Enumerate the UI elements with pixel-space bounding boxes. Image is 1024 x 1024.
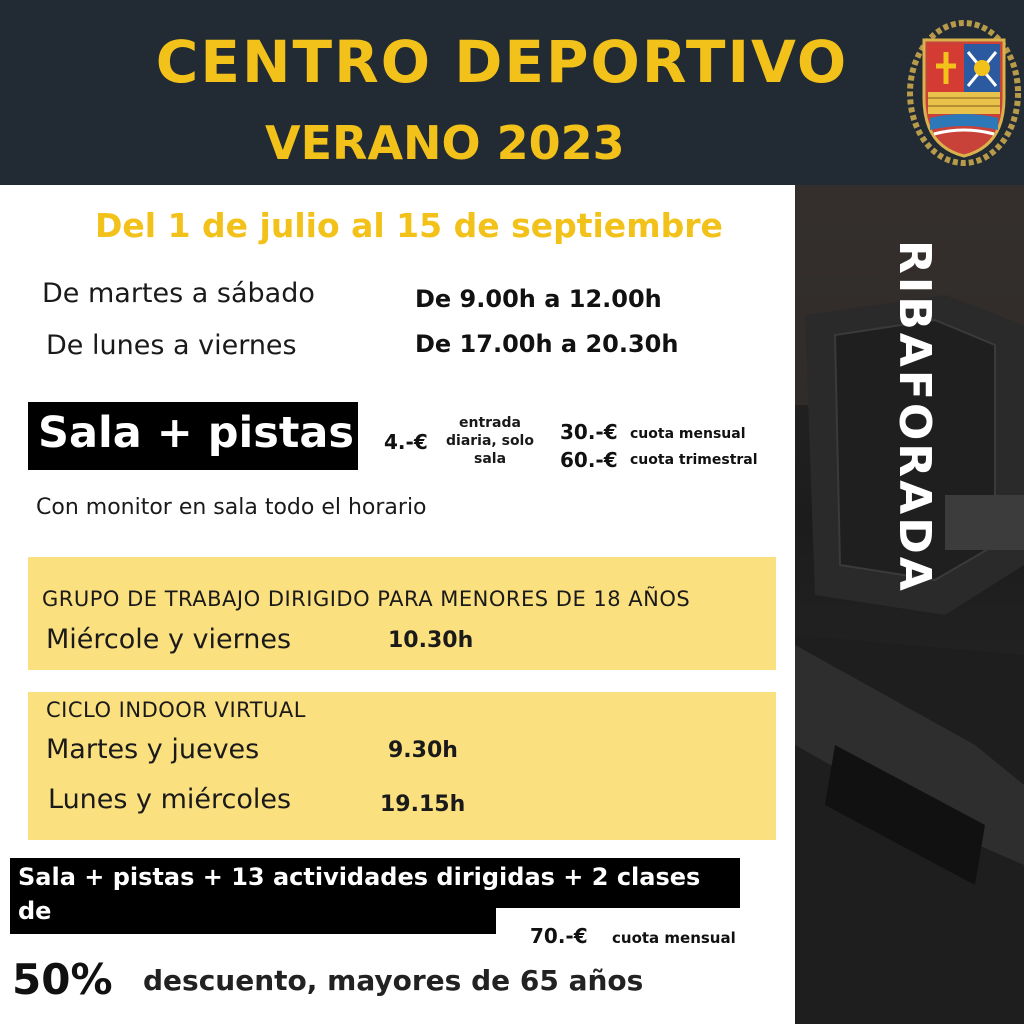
page-title: CENTRO DEPORTIVO — [155, 28, 849, 96]
sala-label: Sala + pistas — [38, 408, 354, 458]
quarterly-price: 60.-€ — [560, 448, 618, 472]
schedule-days-1: De martes a sábado — [42, 278, 315, 309]
daily-note-line-1: entrada — [459, 415, 521, 431]
daily-price: 4.-€ — [384, 430, 428, 454]
cycle-day-1: Martes y jueves — [46, 734, 260, 765]
youth-group-time: 10.30h — [388, 628, 474, 653]
cycle-time-1: 9.30h — [388, 738, 458, 763]
promo-line-1: Sala + pistas + 13 actividades dirigidas + 2 clases de — [18, 863, 701, 925]
daily-note-line-2: diaria, solo — [446, 433, 534, 449]
promo-price: 70.-€ — [530, 924, 588, 948]
promo-price-note: cuota mensual — [612, 929, 736, 947]
cycle-heading: CICLO INDOOR VIRTUAL — [46, 698, 306, 722]
page-subtitle: VERANO 2023 — [265, 116, 625, 170]
discount-text: descuento, mayores de 65 años — [143, 964, 644, 997]
daily-note-line-3: sala — [473, 451, 507, 467]
daily-price-note — [440, 414, 540, 468]
monthly-price-note: cuota mensual — [630, 426, 746, 442]
youth-group-day: Miércole y viernes — [46, 624, 292, 655]
schedule-hours-1: De 9.00h a 12.00h — [415, 285, 662, 313]
discount-percent: 50% — [12, 955, 113, 1004]
schedule-days-2: De lunes a viernes — [46, 330, 297, 361]
promo-line-2: entrenamiento personal a la semana — [18, 931, 516, 959]
season-dates: Del 1 de julio al 15 de septiembre — [95, 206, 723, 245]
cycle-time-2: 19.15h — [380, 792, 466, 817]
cycle-day-2: Lunes y miércoles — [48, 784, 292, 815]
quarterly-price-note: cuota trimestral — [630, 452, 758, 468]
municipal-coat-of-arms-icon — [906, 18, 1022, 168]
youth-group-heading: GRUPO DE TRABAJO DIRIGIDO PARA MENORES DE 18 AÑOS — [42, 587, 691, 611]
monitor-note: Con monitor en sala todo el horario — [36, 495, 427, 520]
schedule-hours-2: De 17.00h a 20.30h — [415, 330, 679, 358]
town-name-label: RIBAFORADA — [889, 240, 940, 594]
monthly-price: 30.-€ — [560, 420, 618, 444]
